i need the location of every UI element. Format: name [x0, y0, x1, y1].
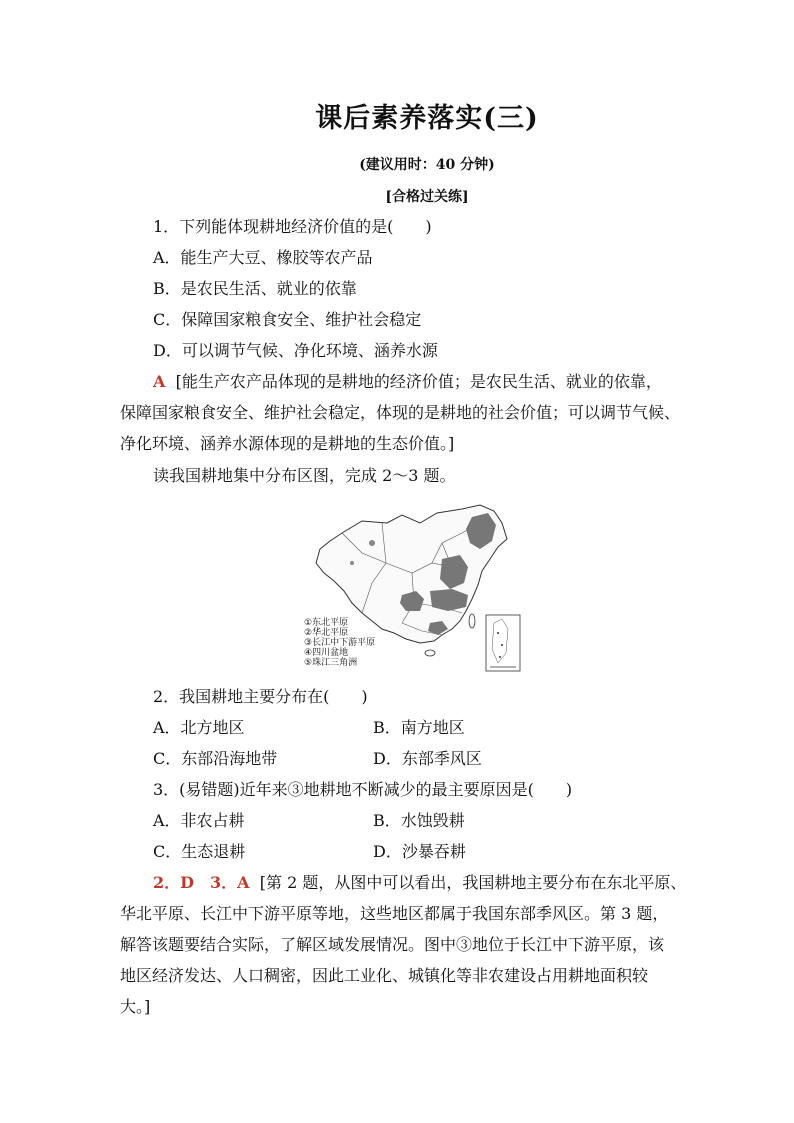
page-title: 课后素养落实(三) [315, 103, 539, 134]
q23-explain-4: 地区经济发达、人口稠密，因此工业化、城镇化等非农建设占用耕地面积较 [120, 966, 649, 985]
q23-explain-3: 解答该题要结合实际，了解区域发展情况。图中③地位于长江中下游平原，该 [120, 935, 665, 954]
q1-explain-3: 净化环境、涵养水源体现的是耕地的生态价值。] [120, 434, 455, 453]
time-hint: (建议用时：40 分钟) [359, 157, 495, 173]
q1-option-b: B．是农民生活、就业的依靠 [153, 279, 357, 298]
q3-option-c: C．生态退耕 [153, 842, 246, 861]
legend-item: ③长江中下游平原 [304, 638, 376, 648]
legend-item: ②华北平原 [304, 628, 349, 638]
q23-explain-1: [第 2 题，从图中可以看出，我国耕地主要分布在东北平原、 [259, 873, 687, 892]
q1-option-d: D．可以调节气候、净化环境、涵养水源 [153, 341, 438, 360]
q1-stem: 1．下列能体现耕地经济价值的是( ) [153, 217, 432, 236]
section-label: [合格过关练] [385, 189, 469, 205]
map-intro: 读我国耕地集中分布区图，完成 2～3 题。 [153, 466, 456, 485]
q3-option-d: D．沙暴吞耕 [373, 842, 466, 861]
q3-option-a: A．非农占耕 [153, 811, 245, 830]
q2-stem: 2．我国耕地主要分布在( ) [153, 687, 368, 706]
q1-option-a: A．能生产大豆、橡胶等农产品 [153, 248, 373, 267]
legend-item: ⑤珠江三角洲 [304, 658, 358, 668]
q3-stem: 3．(易错题)近年来③地耕地不断减少的最主要原因是( ) [153, 780, 573, 799]
q1-explain-2: 保障国家粮食安全、维护社会稳定，体现的是耕地的社会价值；可以调节气候、 [120, 403, 681, 422]
q2-option-a: A．北方地区 [153, 718, 245, 737]
legend-item: ④四川盆地 [304, 648, 349, 658]
q23-answer [153, 872, 686, 894]
q23-explain-2: 华北平原、长江中下游平原等地，这些地区都属于我国东部季风区。第 3 题， [120, 904, 669, 923]
q3-option-b: B．水蚀毁耕 [373, 811, 465, 830]
q1-answer-letter: A [153, 372, 166, 391]
q2-option-d: D．东部季风区 [373, 749, 482, 768]
q23-answer-letters: 2．D 3．A [153, 873, 250, 892]
q2-option-b: B．南方地区 [373, 718, 465, 737]
q23-explain-5: 大。] [120, 997, 151, 1016]
south-china-sea-inset [486, 615, 520, 671]
map-legend [304, 618, 375, 668]
q1-answer [153, 371, 662, 393]
legend-item: ①东北平原 [304, 618, 349, 628]
q1-option-c: C．保障国家粮食安全、维护社会稳定 [153, 310, 422, 329]
q1-explain-1: [能生产农产品体现的是耕地的经济价值；是农民生活、就业的依靠， [175, 372, 662, 391]
q2-option-c: C．东部沿海地带 [153, 749, 278, 768]
